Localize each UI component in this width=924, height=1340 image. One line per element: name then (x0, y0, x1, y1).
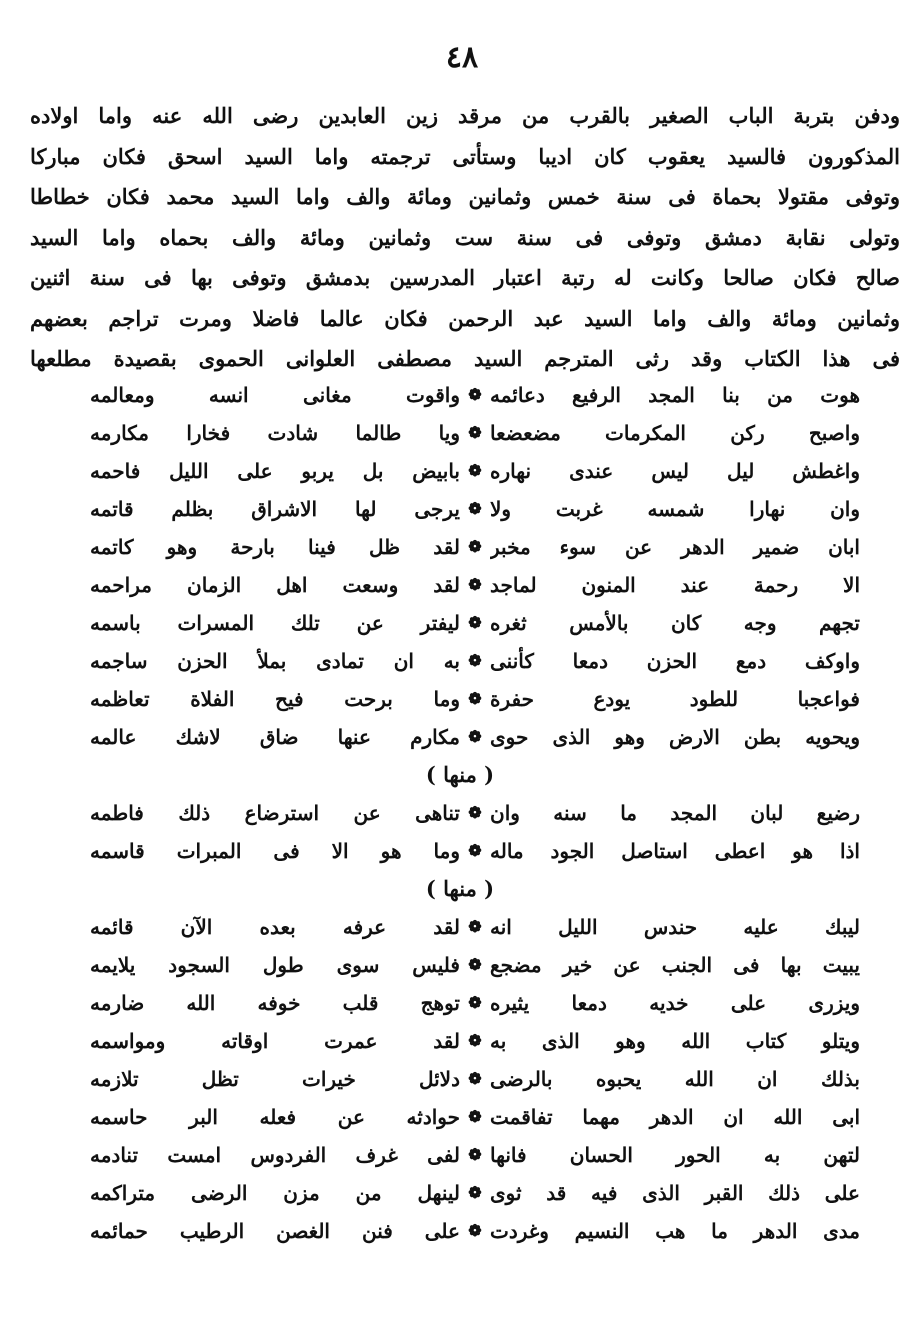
verse-first-half: تجهم وجه كان بالأمس ثغره (490, 611, 860, 635)
verse-second-half: يرجى لها الاشراق بظلم قاتمه (90, 497, 460, 521)
verse (60, 718, 860, 756)
verse (60, 1098, 860, 1136)
verse-first-half: ابى الله ان الدهر مهما تفاقمت (490, 1105, 860, 1129)
elegy-poem-opening (60, 376, 860, 1250)
verse (60, 1212, 860, 1250)
prose-paragraph (30, 96, 900, 380)
verse (60, 1174, 860, 1212)
verse (60, 490, 860, 528)
verse (60, 1136, 860, 1174)
verse-separator-icon: ❁ (468, 423, 482, 442)
verse (60, 832, 860, 870)
verse-separator-icon: ❁ (468, 689, 482, 708)
verse (60, 984, 860, 1022)
verse-first-half: الا رحمة عند المنون لماجد (490, 573, 860, 597)
verse-first-half: على ذلك القبر الذى فيه قد ثوى (490, 1181, 860, 1205)
verse (60, 794, 860, 832)
prose-line: ودفن بتربة الباب الصغير بالقرب من مرقد زين العابدين رضى الله عنه واما اولاده (30, 103, 900, 128)
verse (60, 528, 860, 566)
verse-separator-icon: ❁ (468, 993, 482, 1012)
verse-first-half: وان نهارا شمسه غربت ولا (490, 497, 860, 521)
verse-separator-icon: ❁ (468, 841, 482, 860)
verse-separator-icon: ❁ (468, 461, 482, 480)
verse-separator-icon: ❁ (468, 1107, 482, 1126)
verse-first-half: ويحويه بطن الارض وهو الذى حوى (490, 725, 860, 749)
verse-separator-icon: ❁ (468, 499, 482, 518)
verse-first-half: رضيع لبان المجد ما سنه وان (490, 801, 860, 825)
verse-separator-icon: ❁ (468, 1221, 482, 1240)
verse-first-half: يبيت بها فى الجنب عن خير مضجع (490, 953, 860, 977)
verse-separator-icon: ❁ (468, 955, 482, 974)
verse-first-half: واصبح ركن المكرمات مضعضعا (490, 421, 860, 445)
verse-second-half: على فنن الغصن الرطيب حمائمه (90, 1219, 460, 1243)
verse-second-half: لينهل من مزن الرضى متراكمه (90, 1181, 460, 1205)
verse-first-half: واوكف دمع الحزن دمعا كأننى (490, 649, 860, 673)
verse (60, 946, 860, 984)
verse-second-half: لفى غرف الفردوس امست تنادمه (90, 1143, 460, 1167)
verse-second-half: بابيض بل يربو على الليل فاحمه (90, 459, 460, 483)
verse-second-half: مكارم عنها ضاق لاشك عالمه (90, 725, 460, 749)
verse-separator-icon: ❁ (468, 1031, 482, 1050)
verse-first-half: فواعجبا للطود يودع حفرة (490, 687, 860, 711)
verse-separator-icon: ❁ (468, 575, 482, 594)
verse-first-half: اذا هو اعطى استاصل الجود ماله (490, 839, 860, 863)
verse-separator-icon: ❁ (468, 727, 482, 746)
prose-line: وتولى نقابة دمشق وتوفى فى سنة ست وثمانين ومائة والف بحماه واما السيد (30, 224, 900, 250)
verse (60, 452, 860, 490)
verse-second-half: دلائل خيرات تظل تلازمه (90, 1067, 460, 1091)
verse-second-half: لقد عمرت اوقاته ومواسمه (90, 1029, 460, 1053)
verse (60, 642, 860, 680)
verse (60, 376, 860, 414)
verse-first-half: لتهن به الحور الحسان فانها (490, 1143, 860, 1167)
verse-second-half: حوادثه عن فعله البر حاسمه (90, 1105, 460, 1129)
verse-separator-icon: ❁ (468, 1069, 482, 1088)
verse (60, 1060, 860, 1098)
verse (60, 604, 860, 642)
verse-separator-icon: ❁ (468, 385, 482, 404)
verse (60, 566, 860, 604)
verse-first-half: هوت من بنا المجد الرفيع دعائمه (490, 383, 860, 407)
verse-separator-icon: ❁ (468, 613, 482, 632)
verse-first-half: واغطش ليل ليس عندى نهاره (490, 459, 860, 483)
verse-second-half: واقوت مغانى انسه ومعالمه (90, 383, 460, 407)
verse-second-half: به ان تمادى بملأ الحزن ساجمه (90, 649, 460, 673)
verse (60, 908, 860, 946)
verse-second-half: لقد وسعت اهل الزمان مراحمه (90, 573, 460, 597)
verse (60, 1022, 860, 1060)
verse (60, 680, 860, 718)
page-number: ٤٨ (445, 40, 479, 75)
prose-line: وثمانين ومائة والف واما السيد عبد الرحمن فكان عالما فاضلا ومرت تراجم بعضهم (30, 305, 900, 331)
verse-second-half: ليفتر عن تلك المسرات باسمه (90, 611, 460, 635)
prose-line: المذكورون فالسيد يعقوب كان اديبا وستأتى ترجمته واما السيد اسحق فكان مباركا (30, 143, 900, 169)
verse-separator-icon: ❁ (468, 1183, 482, 1202)
verse-second-half: توهج قلب خوفه الله ضارمه (90, 991, 460, 1015)
verse-second-half: لقد ظل فينا بارحة وهو كاتمه (90, 535, 460, 559)
verse-second-half: لقد عرفه بعده الآن قائمه (90, 915, 460, 939)
verse-second-half: فليس سوى طول السجود يلايمه (90, 953, 460, 977)
section-heading-minha: ( منها ) (425, 876, 495, 901)
verse-second-half: وما برحت فيح الفلاة تعاظمه (90, 687, 460, 711)
prose-line: صالح فكان صالحا وكانت له رتبة اعتبار المدرسين بدمشق وتوفى بها فى سنة اثنين (30, 265, 900, 290)
verse-first-half: بذلك ان الله يحبوه بالرضى (490, 1067, 860, 1091)
verse-first-half: ابان ضمير الدهر عن سوء مخبر (490, 535, 860, 559)
verse-separator-icon: ❁ (468, 1145, 482, 1164)
verse-second-half: وما هو الا فى المبرات قاسمه (90, 839, 460, 863)
prose-line: فى هذا الكتاب وقد رثى المترجم السيد مصطفى العلوانى الحموى بقصيدة مطلعها (30, 346, 900, 371)
verse-first-half: ليبك عليه حندس الليل انه (490, 915, 860, 939)
verse-separator-icon: ❁ (468, 537, 482, 556)
prose-line: وتوفى مقتولا بحماة فى سنة خمس وثمانين ومائة والف واما السيد محمد فكان خطاطا (30, 184, 900, 209)
verse (60, 414, 860, 452)
verse-second-half: ويا طالما شادت فخارا مكارمه (90, 421, 460, 445)
verse-first-half: ويتلو كتاب الله وهو الذى به (490, 1029, 860, 1053)
verse-separator-icon: ❁ (468, 803, 482, 822)
verse-separator-icon: ❁ (468, 651, 482, 670)
verse-separator-icon: ❁ (468, 917, 482, 936)
verse-second-half: تناهى عن استرضاع ذلك فاطمه (90, 801, 460, 825)
verse-first-half: ويزرى على خديه دمعا يثيره (490, 991, 860, 1015)
verse-first-half: مدى الدهر ما هب النسيم وغردت (490, 1219, 860, 1243)
section-heading-minha: ( منها ) (425, 762, 495, 787)
